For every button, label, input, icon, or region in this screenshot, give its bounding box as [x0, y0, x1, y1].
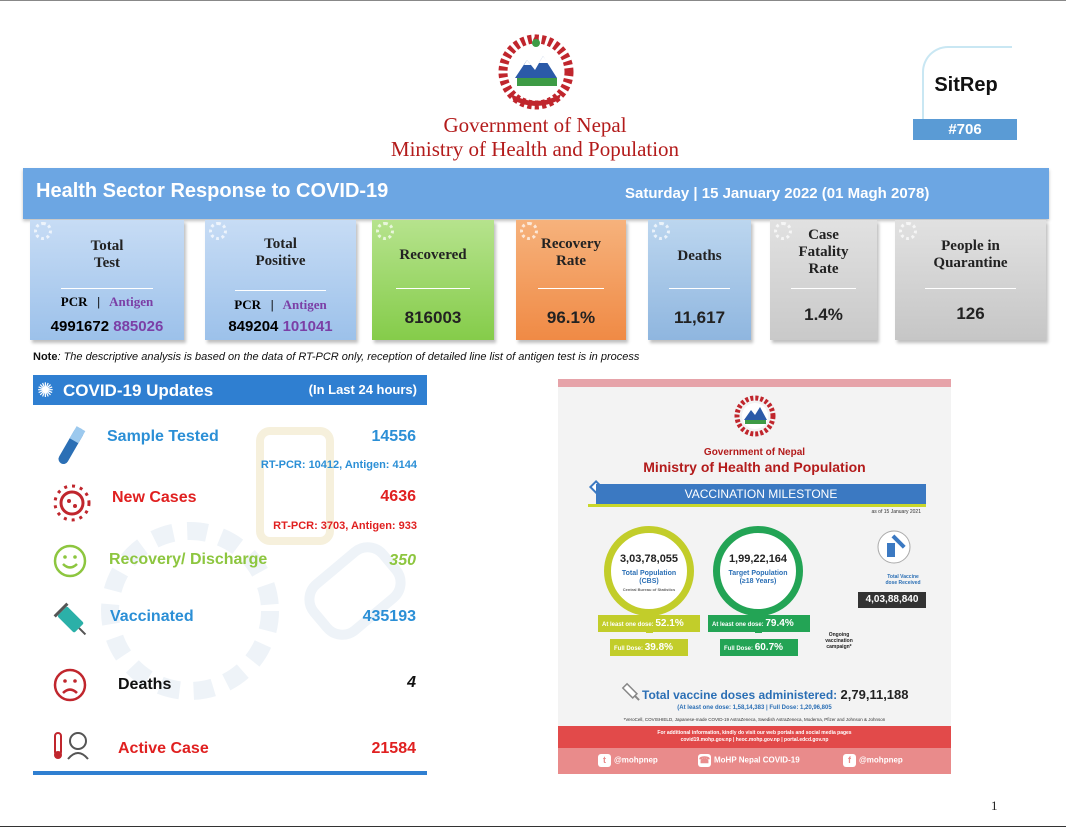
vaccine-received-label: Total Vaccine dose Received [885, 574, 921, 586]
vaccination-milestone-title: VACCINATION MILESTONE [596, 484, 926, 504]
card-people-in-quarantine [895, 220, 1046, 340]
card-total-positive [205, 220, 356, 340]
card-label: Recovered [399, 247, 467, 263]
pcr-value: 849204 [228, 318, 279, 335]
card-label: Rate [808, 261, 839, 277]
card-value: 126 [956, 304, 985, 323]
updates-title: COVID-19 Updates [63, 381, 214, 400]
gov-title: Government of Nepal [443, 113, 627, 137]
sitrep-number: #706 [913, 119, 1017, 140]
pcr-antigen-values [205, 318, 356, 335]
card-recovered [372, 220, 494, 340]
viber-link[interactable]: ☎ MoHP Nepal COVID-19 [698, 755, 800, 765]
facebook-icon: f [843, 754, 856, 767]
card-value: 816003 [404, 308, 462, 327]
banner-date: Saturday | 15 January 2022 (01 Magh 2078) [625, 185, 930, 202]
ongoing-campaign-note: Ongoing vaccination campaign* [825, 632, 853, 650]
card-value: 11,617 [673, 308, 726, 327]
recovery-value: 350 [389, 552, 416, 569]
card-label: Deaths [677, 248, 722, 264]
banner-title: Health Sector Response to COVID-19 [36, 180, 389, 202]
pcr-antigen-values [30, 318, 184, 335]
sample-tested-breakdown: RT-PCR: 10412, Antigen: 4144 [260, 459, 417, 471]
test-tube-icon [52, 424, 92, 469]
syringe-icon [52, 601, 92, 641]
card-label: Total [90, 238, 124, 254]
active-case-value: 21584 [371, 740, 416, 757]
vaccine-types-note: *VeroCell, COVISHIELD, Japanese-made COVID-19 AstraZeneca, Swedish AstraZeneca, Moderna, Pfizer and Johnson & Johnson [623, 717, 886, 722]
web-portals-links[interactable]: covid19.mohp.gov.np | heoc.mohp.gov.np | portal.edcd.gov.np [680, 737, 829, 743]
card-label: Recovery [541, 236, 601, 252]
total-pop-one-dose-pill: At least one dose: 52.1% [598, 615, 700, 632]
total-population-ring: 3,03,78,055 Total Population (CBS) Central Bureau of Statistics [604, 526, 694, 616]
card-deaths [648, 220, 751, 340]
page-number: 1 [991, 798, 998, 813]
card-label: Test [93, 255, 121, 271]
card-recovery-rate [516, 220, 626, 340]
sample-tested-label: Sample Tested [107, 428, 219, 445]
total-doses-administered: Total vaccine doses administered: 2,79,11,188 [642, 687, 909, 702]
vaccine-received-value: 4,03,88,840 [858, 592, 926, 608]
new-cases-label: New Cases [112, 489, 197, 506]
social-media-bar [558, 748, 951, 774]
virus-icon [52, 483, 92, 523]
card-value: 96.1% [546, 308, 596, 327]
vaccine-vial-icon [876, 529, 912, 565]
info-gov-title: Government of Nepal [703, 447, 806, 458]
pcr-antigen-labels: PCR | Antigen [60, 294, 154, 309]
virus-icon: ✺ [37, 380, 54, 402]
target-population-ring: 1,99,22,164 Target Population (≥18 Years) [713, 526, 803, 616]
twitter-icon: t [598, 754, 611, 767]
analysis-note: Note: The descriptive analysis is based on the data of RT-PCR only, reception of detailed line list of antigen test is in process [33, 351, 640, 363]
total-pop-full-dose-pill: Full Dose: 39.8% [610, 639, 688, 656]
card-label: Rate [556, 253, 586, 269]
new-cases-breakdown: RT-PCR: 3703, Antigen: 933 [273, 520, 417, 532]
card-label: Total [264, 236, 297, 252]
deaths-label: Deaths [118, 676, 172, 693]
active-case-label: Active Case [118, 740, 209, 757]
more-info-bar: For additional information, kindly do visit our web portals and social media pages covid19.mohp.gov.np | heoc.mohp.gov.np | portal.edcd.gov.np [558, 726, 951, 748]
sitrep-badge [915, 46, 1017, 141]
sitrep-label: SitRep [934, 74, 998, 96]
card-value: 1.4% [804, 305, 843, 324]
pcr-value: 4991672 [50, 318, 110, 335]
card-label: Fatality [798, 244, 849, 260]
twitter-link[interactable]: t @mohpnep [598, 754, 658, 767]
smiley-face-icon [52, 543, 88, 579]
virus-icon [376, 222, 394, 240]
as-of-date: as of 15 January 2021 [871, 509, 921, 515]
viber-icon: ☎ [698, 755, 711, 765]
pcr-antigen-labels: PCR | Antigen [234, 297, 327, 312]
nepal-emblem-icon [733, 394, 777, 438]
info-ministry-title: Ministry of Health and Population [643, 459, 866, 475]
card-label: Quarantine [933, 255, 1008, 271]
antigen-value: 101041 [282, 318, 333, 335]
target-pop-one-dose-pill: At least one dose: 79.4% [708, 615, 810, 632]
ministry-title: Ministry of Health and Population [390, 137, 680, 161]
updates-subtitle: (In Last 24 hours) [308, 382, 417, 397]
title-banner [23, 168, 1049, 219]
new-cases-value: 4636 [380, 488, 416, 505]
deaths-value: 4 [407, 674, 416, 691]
virus-icon [652, 222, 670, 240]
updates-header [33, 375, 427, 405]
target-population-value: 1,99,22,164 [728, 553, 788, 565]
card-total-test [30, 220, 184, 340]
vaccinated-label: Vaccinated [110, 608, 194, 625]
facebook-link[interactable]: f @mohpnep [843, 754, 903, 767]
total-doses-breakdown: (At least one dose: 1,58,14,383 | Full Dose: 1,20,96,805 [677, 705, 832, 711]
syringe-icon [620, 681, 644, 705]
total-population-value: 3,03,78,055 [619, 553, 679, 565]
sad-face-icon [50, 667, 90, 703]
card-label: Positive [255, 253, 306, 269]
vaccination-infographic [558, 379, 951, 774]
target-pop-full-dose-pill: Full Dose: 60.7% [720, 639, 798, 656]
card-label: Case [808, 227, 839, 243]
nepal-emblem-icon [493, 34, 579, 110]
card-case-fatality-rate [770, 220, 877, 340]
vaccinated-value: 435193 [362, 608, 416, 625]
sample-tested-value: 14556 [371, 428, 416, 445]
antigen-value: 885026 [113, 318, 164, 335]
recovery-label: Recovery/ Discharge [109, 551, 268, 568]
sick-patient-icon [52, 729, 92, 761]
card-label: People in [941, 238, 1000, 254]
